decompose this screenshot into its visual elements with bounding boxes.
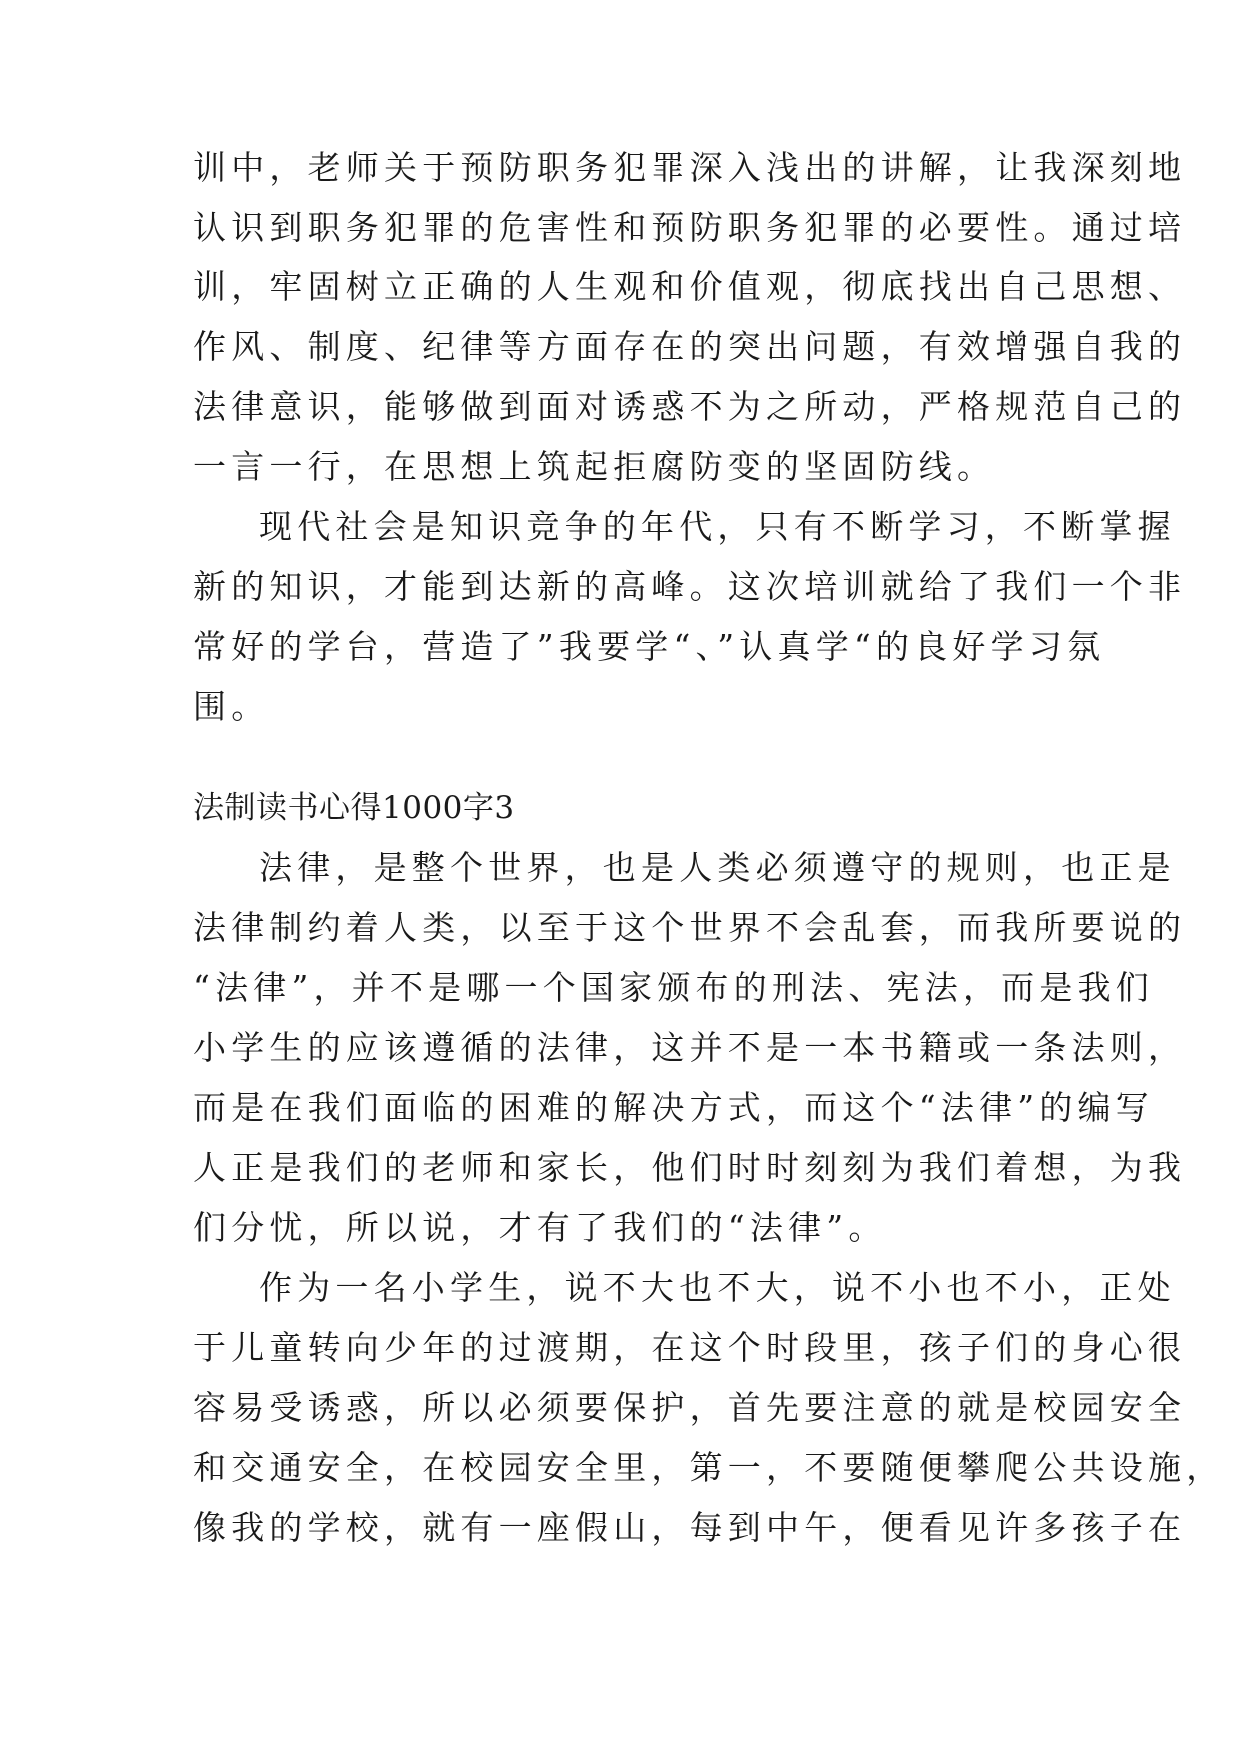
para3-line: 而是在我们面临的困难的解决方式，而这个“法律”的编写 [193,1088,1154,1127]
para4-line: 容易受诱惑，所以必须要保护，首先要注意的就是校园安全 [193,1388,1187,1427]
para2-line: 围。 [193,687,270,726]
para2-line: 新的知识，才能到达新的高峰。这次培训就给了我们一个非 [193,567,1187,606]
para3-line: “法律”，并不是哪一个国家颁布的刑法、宪法，而是我们 [193,968,1154,1007]
para4-line: 作为一名小学生，说不大也不大，说不小也不小，正处 [259,1268,1176,1307]
para3-line: 小学生的应该遵循的法律，这并不是一本书籍或一条法则， [193,1028,1187,1067]
para1-line: 训，牢固树立正确的人生观和价值观，彻底找出自己思想、 [193,267,1187,306]
para3-line: 法律，是整个世界，也是人类必须遵守的规则，也正是 [259,848,1176,887]
para1-line: 法律意识，能够做到面对诱惑不为之所动，严格规范自己的 [193,387,1187,426]
para2-line: 现代社会是知识竞争的年代，只有不断学习，不断掌握 [259,507,1176,546]
para4-line: 于儿童转向少年的过渡期，在这个时段里，孩子们的身心很 [193,1328,1187,1367]
para4-line: 像我的学校，就有一座假山，每到中午，便看见许多孩子在 [193,1508,1187,1547]
para1-line: 一言一行，在思想上筑起拒腐防变的坚固防线。 [193,447,996,486]
para1-line: 作风、制度、纪律等方面存在的突出问题，有效增强自我的 [193,327,1187,366]
para4-line: 和交通安全，在校园安全里，第一，不要随便攀爬公共设施， [193,1448,1225,1487]
para3-line: 人正是我们的老师和家长，他们时时刻刻为我们着想，为我 [193,1148,1187,1187]
para3-line: 法律制约着人类，以至于这个世界不会乱套，而我所要说的 [193,908,1187,947]
para3-line: 们分忧，所以说，才有了我们的“法律”。 [193,1208,887,1247]
para1-line: 训中，老师关于预防职务犯罪深入浅出的讲解，让我深刻地 [193,148,1187,187]
section-heading: 法制读书心得1000字3 [193,790,515,826]
para1-line: 认识到职务犯罪的危害性和预防职务犯罪的必要性。通过培 [193,208,1187,247]
para2-line: 常好的学台，营造了”我要学“、”认真学“的良好学习氛 [193,627,1106,666]
